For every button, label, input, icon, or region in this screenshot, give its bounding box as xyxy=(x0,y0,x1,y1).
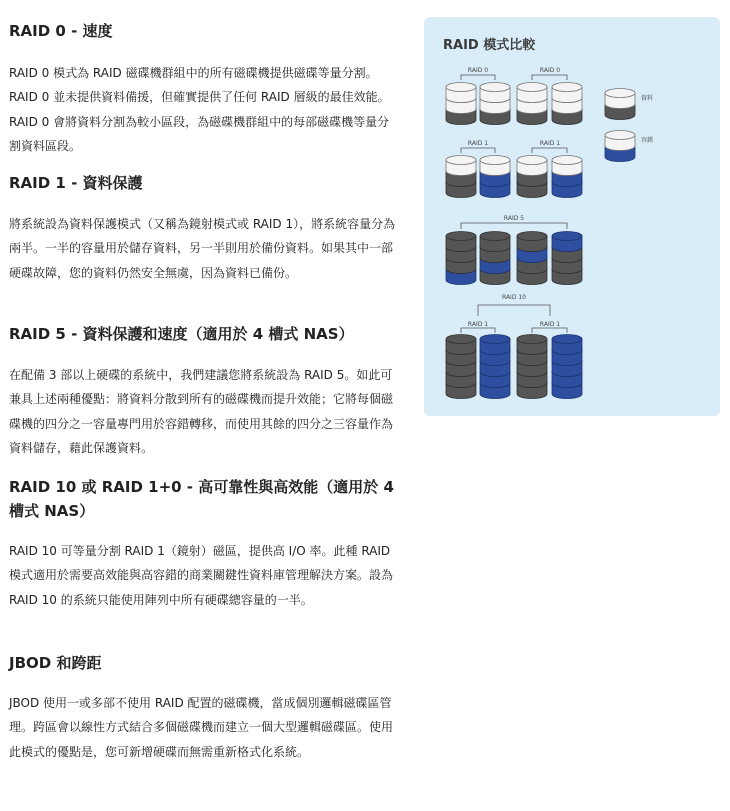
raid10-disk-1 xyxy=(446,335,476,399)
raid0-paragraph: RAID 0 模式為 RAID 磁碟機群組中的所有磁碟機提供磁碟等量分割。RAID 0 並未提供資料備援，但確實提供了任何 RAID 層級的最佳效能。RAID 0 會將資料分割為較小區段，為磁碟機群組中的每部磁碟機等量分割資料區段。 xyxy=(9,66,390,154)
raid10-disk-4 xyxy=(552,335,582,399)
raid1-label-a: RAID 1 xyxy=(467,140,489,147)
raid5-paragraph: 在配備 3 部以上硬碟的系統中，我們建議您將系統設為 RAID 5。如此可兼具上述兩種優點：將資料分散到所有的磁碟機而提升效能；它將每個磁碟機的四分之一容量專門用於容錯轉移，而使用其餘的四分之三容量作為資料儲存，藉此保護資料。 xyxy=(9,368,394,456)
raid5-disk-3 xyxy=(517,232,547,285)
disk-stacks xyxy=(446,83,635,399)
raid10-sub-label-a: RAID 1 xyxy=(467,321,489,328)
raid0-disk-1 xyxy=(446,83,476,125)
raid10-disk-2 xyxy=(480,335,510,399)
raid0-disk-4 xyxy=(552,83,582,125)
raid0-label-a: RAID 0 xyxy=(467,67,489,74)
jbod-paragraph: JBOD 使用一或多部不使用 RAID 配置的磁碟機，當成個別邏輯磁碟區管理。跨區會以線性方式結合多個磁碟機而建立一個大型邏輯磁碟區。使用此模式的優點是，您可新增硬碟而無需重新格式化系統。 xyxy=(9,696,394,759)
legend-fault-label: 容錯 xyxy=(641,137,654,144)
raid1-heading: RAID 1 - 資料保護 xyxy=(9,174,143,192)
raid0-disk-2 xyxy=(480,83,510,125)
raid0-label-b: RAID 0 xyxy=(539,67,561,74)
legend-data-icon xyxy=(605,89,635,120)
raid5-disk-1 xyxy=(446,232,476,285)
raid1-label-b: RAID 1 xyxy=(539,140,561,147)
raid5-disk-4 xyxy=(552,232,582,285)
raid10-disk-3 xyxy=(517,335,547,399)
raid1-disk-1 xyxy=(446,156,476,198)
raid5-label: RAID 5 xyxy=(503,215,525,222)
raid1-disk-2 xyxy=(480,156,510,198)
raid0-disk-3 xyxy=(517,83,547,125)
legend-data-label: 資料 xyxy=(641,95,654,102)
raid10-paragraph: RAID 10 可等量分割 RAID 1（鏡射）磁區，提供高 I/O 率。此種 RAID 模式適用於需要高效能與高容錯的商業關鍵性資料庫管理解決方案。設為 RAID 10 的系統只能使用陣列中所有硬碟總容量的一半。 xyxy=(9,544,394,607)
jbod-heading: JBOD 和跨距 xyxy=(9,654,102,672)
raid1-paragraph: 將系統設為資料保護模式（又稱為鏡射模式或 RAID 1），將系統容量分為兩半。一半的容量用於儲存資料，另一半則用於備份資料。如果其中一部硬碟故障，您的資料仍然安全無虞，因為資料已備份。 xyxy=(9,217,396,280)
raid1-disk-3 xyxy=(517,156,547,198)
raid-comparison-panel xyxy=(424,17,720,416)
raid10-sub-label-b: RAID 1 xyxy=(539,321,561,328)
legend-fault-icon xyxy=(605,131,635,162)
raid5-heading: RAID 5 - 資料保護和速度（適用於 4 槽式 NAS） xyxy=(9,325,354,343)
raid5-disk-2 xyxy=(480,232,510,285)
raid1-disk-4 xyxy=(552,156,582,198)
raid10-heading: RAID 10 或 RAID 1+0 - 高可靠性與高效能（適用於 4 槽式 NAS） xyxy=(9,478,394,520)
raid-diagram xyxy=(424,17,720,416)
diagram-title: RAID 模式比較 xyxy=(443,38,536,53)
raid10-label: RAID 10 xyxy=(502,294,526,301)
raid0-heading: RAID 0 - 速度 xyxy=(9,22,113,40)
